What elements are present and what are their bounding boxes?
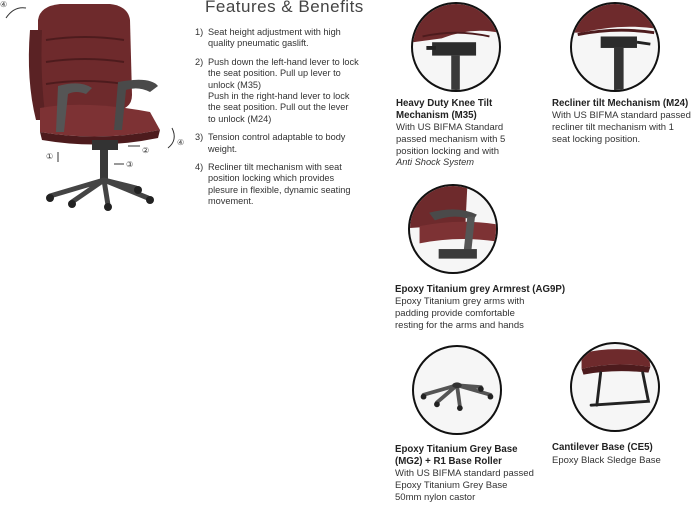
feature-number: 2) (195, 56, 204, 67)
product-title: Heavy Duty Knee Tilt Mechanism (M35) (396, 98, 493, 121)
product-description: With US BIFMA standard passed recliner tilt mechanism with 1 seat locking position. (552, 110, 691, 145)
product-desc-text: With US BIFMA Standard passed mechanism with 5 position locking and with (396, 122, 506, 157)
recliner-tilt-mechanism-image (570, 2, 660, 92)
marker-2: ② (142, 146, 150, 155)
cantilever-base-image (570, 342, 660, 432)
product-title: Epoxy Titanium Grey Base (MG2) + R1 Base Roller (395, 444, 518, 467)
feature-item (195, 162, 385, 208)
features-list (195, 27, 385, 215)
feature-number: 1) (195, 27, 204, 37)
product-title: Recliner tilt Mechanism (M24) (552, 98, 689, 109)
armrest-image (408, 184, 498, 274)
feature-text: Tension control adaptable to body weight. (208, 132, 346, 154)
feature-number: 3) (195, 132, 204, 143)
feature-text: Seat height adjustment with high quality pneumatic gaslift. (208, 27, 341, 49)
product-description (396, 122, 556, 169)
marker-4-top: ④ (0, 0, 8, 9)
product-description: Epoxy Black Sledge Base (552, 455, 661, 466)
knee-tilt-mechanism-image (411, 2, 501, 92)
marker-4: ④ (177, 138, 185, 147)
feature-item (195, 132, 385, 155)
feature-number: 4) (195, 162, 204, 173)
feature-item (195, 57, 385, 125)
feature-item (195, 27, 385, 50)
titanium-base-image (412, 345, 502, 435)
marker-3: ③ (126, 160, 134, 169)
product-desc-italic: Anti Shock System (396, 157, 475, 168)
main-chair-image (0, 0, 190, 215)
features-title: Features & Benefits (205, 0, 364, 16)
product-description: With US BIFMA standard passed Epoxy Titanium Grey Base 50mm nylon castor (395, 468, 534, 503)
feature-text: Push down the left-hand lever to lock the seat position. Pull up lever to unlock (M35) Push in the right-hand lever to lock the seat position. Pull out the lever to unlock (M24) (208, 56, 359, 124)
product-title: Epoxy Titanium grey Armrest (AG9P) (395, 284, 566, 295)
product-description: Epoxy Titanium grey arms with padding provide comfortable resting for the arms and hands (395, 296, 525, 331)
feature-text: Recliner tilt mechanism with seat position locking which provides plesure in flexible, dynamic seating movement. (208, 162, 351, 207)
marker-1: ① (46, 152, 54, 161)
product-title: Cantilever Base (CE5) (552, 442, 653, 453)
